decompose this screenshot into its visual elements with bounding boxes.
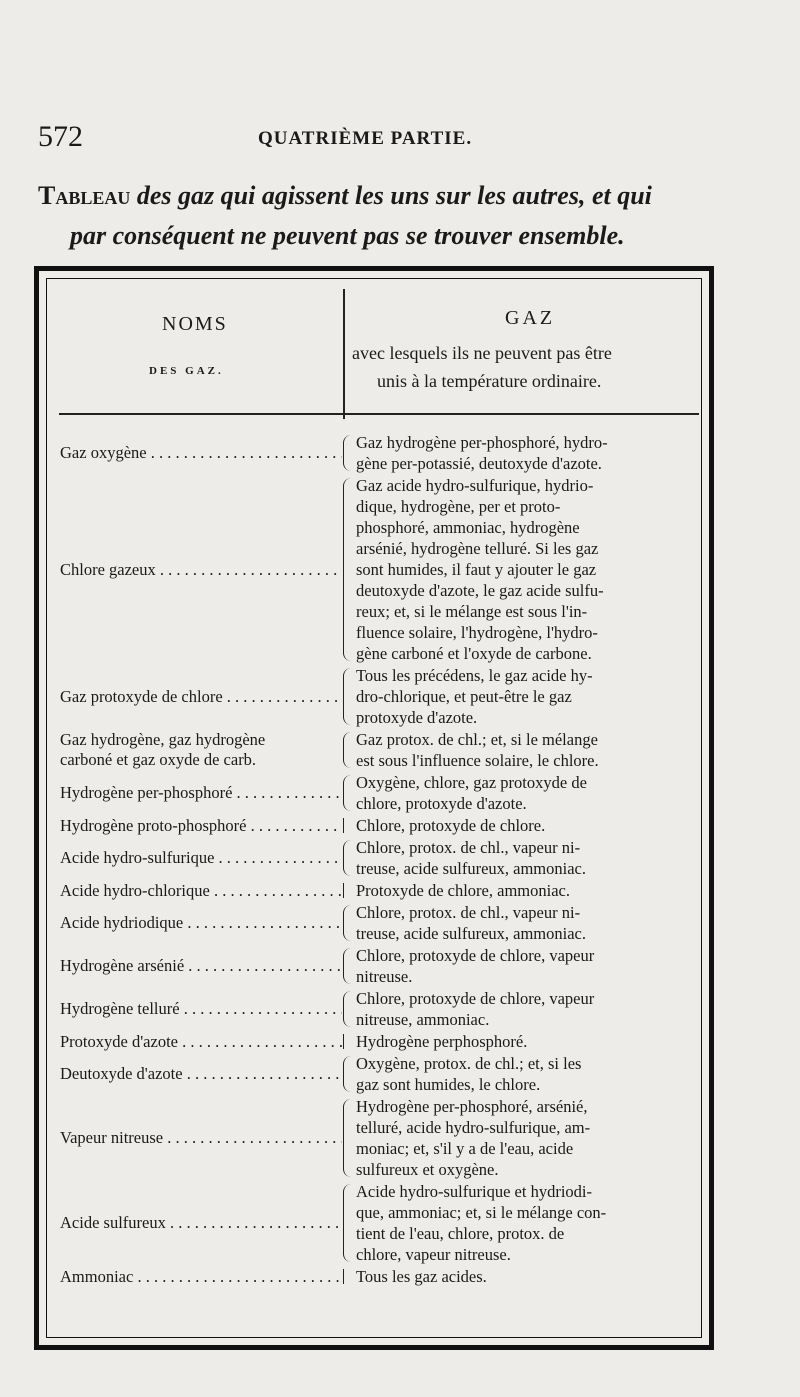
gas-name-line: Gaz hydrogène, gaz hydrogène	[60, 730, 266, 749]
incompatible-gases-line: protoxyde d'azote.	[356, 708, 478, 727]
gas-name	[60, 687, 342, 707]
header-rule	[59, 413, 699, 415]
gas-name-line: Gaz protoxyde de chlore . . .	[60, 687, 342, 707]
incompatible-gases-line: dro-chlorique, et peut-être le gaz	[356, 687, 572, 706]
gas-name	[60, 999, 342, 1019]
incompatible-gases-line: chlore, protoxyde d'azote.	[356, 794, 527, 813]
incompatible-gases-line: sont humides, il faut y ajouter le gaz	[356, 560, 597, 579]
incompatible-gases-line: gène per-potassié, deutoxyde d'azote.	[356, 454, 602, 473]
incompatible-gases	[356, 880, 700, 901]
incompatible-gases-line: sulfureux et oxygène.	[356, 1160, 499, 1179]
table-title	[30, 176, 770, 256]
incompatible-gases-line: Gaz hydrogène per-phosphoré, hydro-	[356, 433, 608, 452]
incompatible-gases-line: nitreuse, ammoniac.	[356, 1010, 490, 1029]
gas-name	[60, 1267, 342, 1287]
table-row	[60, 432, 708, 474]
table-row	[60, 945, 708, 987]
table-row	[60, 665, 708, 728]
gas-name-line: Hydrogène telluré . . .	[60, 999, 342, 1019]
incompatible-gases-line: reux; et, si le mélange est sous l'in-	[356, 602, 588, 621]
incompatible-gases	[356, 1181, 700, 1265]
column-subheading-line-1: avec lesquels ils ne peuvent pas être	[352, 343, 612, 363]
brace	[343, 478, 354, 661]
brace	[343, 668, 354, 725]
incompatible-gases-line: arsénié, hydrogène telluré. Si les gaz	[356, 539, 599, 558]
table-row	[60, 1266, 708, 1287]
incompatible-gases-line: Oxygène, chlore, gaz protoxyde de	[356, 773, 587, 792]
gas-name-line: Ammoniac . . .	[60, 1267, 342, 1287]
title-line-1-rest: des gaz qui agissent les uns sur les autres, et qui	[136, 181, 652, 210]
bar	[343, 1034, 354, 1049]
incompatible-gases-line: Chlore, protoxyde de chlore, vapeur	[356, 989, 595, 1008]
incompatible-gases-line: moniac; et, s'il y a de l'eau, acide	[356, 1139, 574, 1158]
brace	[343, 905, 354, 941]
incompatible-gases-line: Tous les précédens, le gaz acide hy-	[356, 666, 593, 685]
column-heading-noms: NOMS	[162, 313, 228, 335]
column-heading-gaz: GAZ	[505, 307, 556, 329]
incompatible-gases	[356, 772, 700, 814]
incompatible-gases-line: gaz sont humides, le chlore.	[356, 1075, 541, 1094]
brace	[343, 840, 354, 876]
brace	[343, 435, 354, 471]
incompatible-gases-line: Tous les gaz acides.	[356, 1267, 487, 1286]
title-line-1	[30, 176, 770, 216]
incompatible-gases	[356, 1031, 700, 1052]
incompatible-gases	[356, 902, 700, 944]
gas-name-line: Deutoxyde d'azote . . .	[60, 1064, 342, 1084]
table-row	[60, 1053, 708, 1095]
gas-name	[60, 881, 342, 901]
incompatible-gases	[356, 432, 700, 474]
incompatible-gases-line: Hydrogène perphosphoré.	[356, 1032, 528, 1051]
brace	[343, 775, 354, 811]
brace	[343, 991, 354, 1027]
brace	[343, 1184, 354, 1262]
table-row	[60, 475, 708, 664]
incompatible-gases	[356, 1266, 700, 1287]
brace	[343, 732, 354, 768]
column-subheading-des-gaz: DES GAZ.	[149, 365, 224, 377]
gas-name	[60, 730, 342, 770]
incompatible-gases	[356, 1096, 700, 1180]
table-row	[60, 1181, 708, 1265]
table-row	[60, 772, 708, 814]
gas-name	[60, 1064, 342, 1084]
incompatible-gases	[356, 988, 700, 1030]
gas-name-line: carboné et gaz oxyde de carb.	[60, 750, 257, 769]
gas-name	[60, 816, 342, 836]
gas-name	[60, 913, 342, 933]
incompatible-gases-line: que, ammoniac; et, si le mélange con-	[356, 1203, 607, 1222]
gas-name-line: Chlore gazeux . . .	[60, 560, 342, 580]
incompatible-gases	[356, 665, 700, 728]
incompatible-gases-line: phosphoré, ammoniac, hydrogène	[356, 518, 580, 537]
gas-name-line: Acide hydriodique . . .	[60, 913, 342, 933]
incompatible-gases-line: Protoxyde de chlore, ammoniac.	[356, 881, 570, 900]
incompatible-gases	[356, 729, 700, 771]
incompatible-gases-line: Chlore, protoxyde de chlore.	[356, 816, 546, 835]
incompatible-gases-line: Chlore, protoxyde de chlore, vapeur	[356, 946, 595, 965]
gas-name-line: Acide sulfureux . . .	[60, 1213, 342, 1233]
incompatible-gases-line: dique, hydrogène, per et proto-	[356, 497, 561, 516]
gas-name-line: Gaz oxygène . . .	[60, 443, 342, 463]
incompatible-gases	[356, 815, 700, 836]
incompatible-gases	[356, 475, 700, 664]
column-subheading-line-2: unis à la température ordinaire.	[377, 371, 602, 391]
bar	[343, 883, 354, 898]
gas-name	[60, 956, 342, 976]
gas-name	[60, 1128, 342, 1148]
incompatible-gases-line: chlore, vapeur nitreuse.	[356, 1245, 511, 1264]
incompatible-gases-line: nitreuse.	[356, 967, 413, 986]
incompatible-gases-line: Hydrogène per-phosphoré, arsénié,	[356, 1097, 588, 1116]
incompatible-gases-line: Oxygène, protox. de chl.; et, si les	[356, 1054, 582, 1073]
table-row	[60, 880, 708, 901]
incompatible-gases-line: treuse, acide sulfureux, ammoniac.	[356, 924, 586, 943]
incompatible-gases-line: Chlore, protox. de chl., vapeur ni-	[356, 838, 581, 857]
gas-name-line: Hydrogène arsénié . . .	[60, 956, 342, 976]
incompatible-gases-line: est sous l'influence solaire, le chlore.	[356, 751, 599, 770]
title-line-2: par conséquent ne peuvent pas se trouver ensemble.	[70, 221, 625, 250]
header-column-divider	[343, 289, 345, 419]
table-row	[60, 837, 708, 879]
incompatible-gases	[356, 837, 700, 879]
incompatible-gases-line: Acide hydro-sulfurique et hydriodi-	[356, 1182, 592, 1201]
table-row	[60, 815, 708, 836]
incompatible-gases-line: Gaz protox. de chl.; et, si le mélange	[356, 730, 598, 749]
bar	[343, 1269, 354, 1284]
incompatible-gases-line: gène carboné et l'oxyde de carbone.	[356, 644, 592, 663]
table-row	[60, 1096, 708, 1180]
page-number: 572	[38, 120, 83, 153]
incompatible-gases-line: tient de l'eau, chlore, protox. de	[356, 1224, 565, 1243]
page-header	[30, 120, 770, 156]
incompatible-gases-line: Chlore, protox. de chl., vapeur ni-	[356, 903, 581, 922]
incompatible-gases-line: telluré, acide hydro-sulfurique, am-	[356, 1118, 591, 1137]
table-row	[60, 988, 708, 1030]
incompatible-gases-line: Gaz acide hydro-sulfurique, hydrio-	[356, 476, 594, 495]
gas-name	[60, 783, 342, 803]
gas-name	[60, 560, 342, 580]
gas-name	[60, 1213, 342, 1233]
running-head: QUATRIÈME PARTIE.	[258, 128, 473, 149]
gas-name	[60, 1032, 342, 1052]
bar	[343, 818, 354, 833]
table-row	[60, 729, 708, 771]
gas-name-line: Hydrogène per-phosphoré . . .	[60, 783, 342, 803]
gas-name-line: Acide hydro-sulfurique . . .	[60, 848, 342, 868]
gas-name-line: Vapeur nitreuse . . .	[60, 1128, 342, 1148]
incompatible-gases	[356, 945, 700, 987]
table-row	[60, 902, 708, 944]
gas-name-line: Acide hydro-chlorique . . .	[60, 881, 342, 901]
gas-name-line: Protoxyde d'azote . . .	[60, 1032, 342, 1052]
incompatible-gases-line: deutoxyde d'azote, le gaz acide sulfu-	[356, 581, 604, 600]
gas-name	[60, 848, 342, 868]
table-row	[60, 1031, 708, 1052]
gas-name-line: Hydrogène proto-phosphoré . . .	[60, 816, 342, 836]
brace	[343, 1099, 354, 1177]
incompatible-gases-line: fluence solaire, l'hydrogène, l'hydro-	[356, 623, 598, 642]
incompatible-gases-line: treuse, acide sulfureux, ammoniac.	[356, 859, 586, 878]
brace	[343, 1056, 354, 1092]
gas-name	[60, 443, 342, 463]
brace	[343, 948, 354, 984]
title-lead: Tableau	[38, 181, 131, 210]
incompatible-gases	[356, 1053, 700, 1095]
